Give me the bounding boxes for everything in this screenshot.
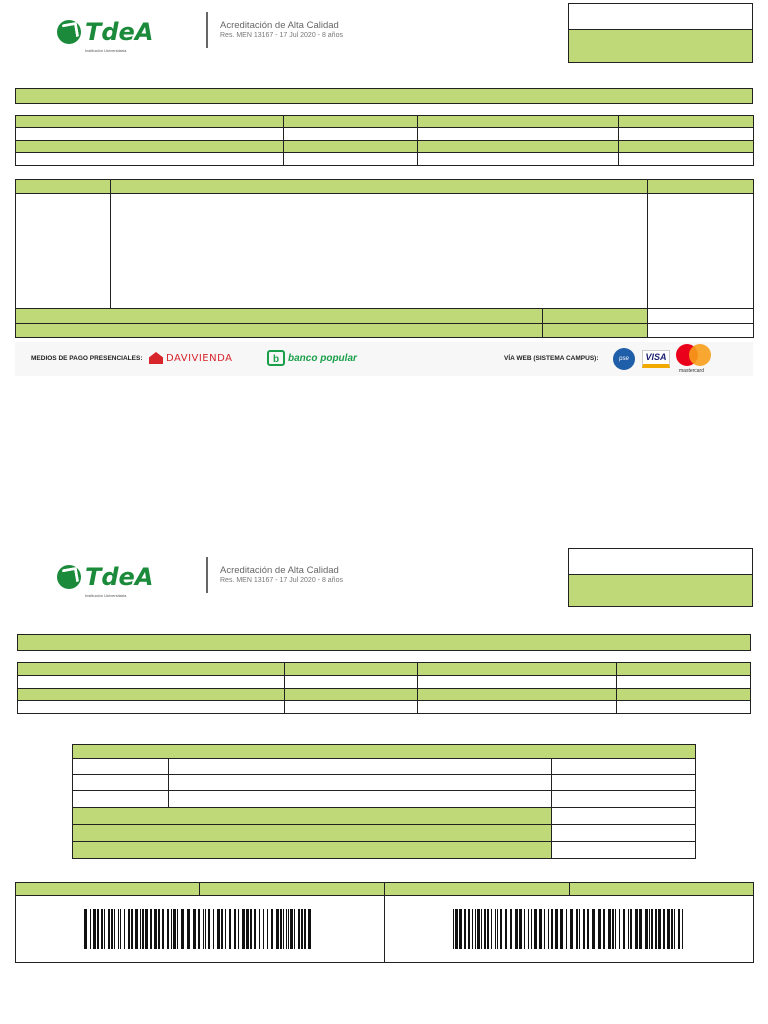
barcode-bar xyxy=(276,909,279,949)
barcode-bar xyxy=(177,909,178,949)
header-divider xyxy=(206,12,208,48)
barcode-bar xyxy=(250,909,252,949)
barcode-bar xyxy=(587,909,589,949)
davivienda-house-icon xyxy=(149,352,163,364)
barcode-bar xyxy=(674,909,675,949)
table-cell xyxy=(16,141,284,153)
barcode-bar xyxy=(135,909,138,949)
barcode-bar xyxy=(551,909,553,949)
table-cell xyxy=(284,116,418,128)
table-cell xyxy=(543,309,648,324)
table-cell xyxy=(418,701,617,714)
table-cell xyxy=(16,153,284,166)
table-cell xyxy=(418,689,617,701)
barcode-bar xyxy=(453,909,454,949)
table-row xyxy=(16,116,754,128)
barcode-bar xyxy=(649,909,650,949)
barcode-bar xyxy=(497,909,498,949)
table-row xyxy=(18,663,751,676)
table-row xyxy=(16,194,754,309)
barcode-bar xyxy=(548,909,549,949)
table-row xyxy=(16,180,754,194)
barcode-bar xyxy=(217,909,220,949)
table-cell xyxy=(16,116,284,128)
table-cell xyxy=(169,759,552,775)
barcode-bar xyxy=(234,909,236,949)
table-row xyxy=(16,128,754,141)
header-divider xyxy=(206,557,208,593)
barcode-bar xyxy=(173,909,176,949)
accreditation-subtitle: Res. MEN 13167 - 17 Jul 2020 - 8 años xyxy=(220,32,343,39)
barcode-bar xyxy=(108,909,110,949)
barcode-bar xyxy=(242,909,245,949)
barcode-bar xyxy=(294,909,295,949)
accreditation-title: Acreditación de Alta Calidad xyxy=(220,20,339,31)
barcode-bar xyxy=(468,909,470,949)
table-row xyxy=(73,775,696,791)
barcode-bar xyxy=(187,909,190,949)
table-cell xyxy=(648,309,754,324)
barcode-bar xyxy=(221,909,223,949)
barcode-bar xyxy=(500,909,502,949)
barcode-bar xyxy=(487,909,489,949)
table-row xyxy=(16,324,754,338)
table-row xyxy=(16,141,754,153)
davivienda-logo xyxy=(149,352,232,364)
barcode-bar xyxy=(477,909,480,949)
barcode-bar xyxy=(118,909,119,949)
barcode-bar xyxy=(645,909,648,949)
barcode-bar xyxy=(459,909,462,949)
barcode-bar xyxy=(267,909,268,949)
barcode-bar xyxy=(128,909,130,949)
barcode-bar xyxy=(213,909,214,949)
table-cell xyxy=(18,663,285,676)
barcode-bar xyxy=(651,909,653,949)
barcode-bar xyxy=(238,909,239,949)
table-row xyxy=(73,745,696,759)
table-cell xyxy=(16,309,543,324)
reference-value-box-bottom xyxy=(568,574,753,607)
table-cell xyxy=(16,194,111,309)
tdea-logo xyxy=(57,18,207,53)
logo-subtitle: Institución Universitaria xyxy=(85,593,127,598)
barcode-bar xyxy=(104,909,105,949)
barcode-bar xyxy=(495,909,496,949)
barcode-bar xyxy=(491,909,492,949)
tdea-logo-icon xyxy=(57,565,81,589)
table-cell xyxy=(619,141,754,153)
barcode-bar xyxy=(539,909,542,949)
barcode-table xyxy=(15,882,754,963)
barcode-bar xyxy=(254,909,256,949)
barcode-bar xyxy=(124,909,125,949)
web-payment-label: VÍA WEB (SISTEMA CAMPUS): xyxy=(504,355,599,362)
barcode-bar xyxy=(131,909,133,949)
logo-subtitle: Institución Universitaria xyxy=(85,48,127,53)
logo-text: TdeA xyxy=(85,563,154,591)
table-cell xyxy=(169,791,552,808)
barcode-bar xyxy=(531,909,532,949)
table-row xyxy=(73,842,696,859)
davivienda-text: DAVIVIENDA xyxy=(166,352,233,364)
barcode-bar xyxy=(481,909,482,949)
accreditation-title: Acreditación de Alta Calidad xyxy=(220,565,339,576)
payment-methods-strip xyxy=(15,342,753,376)
barcode-bar xyxy=(505,909,507,949)
table-row xyxy=(16,883,754,896)
barcode-bar xyxy=(583,909,585,949)
table-row xyxy=(16,153,754,166)
barcode-bar xyxy=(97,909,99,949)
barcode-bar xyxy=(655,909,657,949)
table-cell xyxy=(543,324,648,338)
table-cell xyxy=(73,808,552,825)
barcode-bar xyxy=(615,909,616,949)
barcode-bar xyxy=(171,909,172,949)
barcode-cell-right xyxy=(385,896,754,963)
barcode-bar xyxy=(208,909,210,949)
accreditation-subtitle: Res. MEN 13167 - 17 Jul 2020 - 8 años xyxy=(220,577,343,584)
barcode-bar xyxy=(301,909,303,949)
barcode-bar xyxy=(639,909,642,949)
barcode-bar xyxy=(140,909,141,949)
table-cell xyxy=(617,676,751,689)
mastercard-text: mastercard xyxy=(679,368,705,374)
barcode-icon xyxy=(453,909,683,949)
table-cell xyxy=(648,324,754,338)
barcode-icon xyxy=(84,909,314,949)
barcode-bar xyxy=(263,909,264,949)
table-cell xyxy=(418,663,617,676)
table-cell xyxy=(73,825,552,842)
barcode-bar xyxy=(555,909,558,949)
barcode-bar xyxy=(658,909,661,949)
items-table-top xyxy=(15,179,754,338)
barcode-bar xyxy=(205,909,206,949)
reference-box-bottom xyxy=(568,548,753,575)
banco-popular-text: banco popular xyxy=(288,352,357,364)
table-cell xyxy=(200,883,385,896)
barcode-bar xyxy=(519,909,522,949)
tdea-logo-icon xyxy=(57,20,81,44)
table-cell xyxy=(552,759,696,775)
barcode-bar xyxy=(181,909,184,949)
table-cell xyxy=(18,689,285,701)
barcode-bar xyxy=(671,909,673,949)
table-cell xyxy=(648,194,754,309)
barcode-bar xyxy=(678,909,680,949)
table-cell xyxy=(73,745,696,759)
mastercard-orange-circle xyxy=(689,344,711,366)
barcode-bar xyxy=(101,909,103,949)
barcode-bar xyxy=(259,909,260,949)
barcode-bar xyxy=(630,909,632,949)
barcode-bar xyxy=(304,909,306,949)
barcode-bar xyxy=(93,909,96,949)
barcode-bar xyxy=(90,909,91,949)
logo-text: TdeA xyxy=(85,18,154,46)
barcode-bar xyxy=(528,909,529,949)
table-cell xyxy=(552,825,696,842)
barcode-bar xyxy=(283,909,284,949)
table-cell xyxy=(619,128,754,141)
barcode-bar xyxy=(576,909,578,949)
barcode-bar xyxy=(579,909,580,949)
barcode-bar xyxy=(510,909,512,949)
table-cell xyxy=(18,701,285,714)
table-cell xyxy=(284,153,418,166)
barcode-bar xyxy=(167,909,169,949)
mastercard-icon xyxy=(676,344,712,376)
table-row xyxy=(73,825,696,842)
visa-icon: VISA xyxy=(642,350,670,368)
table-row xyxy=(16,309,754,324)
barcode-bar xyxy=(193,909,196,949)
table-cell xyxy=(16,883,200,896)
table-row xyxy=(18,701,751,714)
barcode-bar xyxy=(203,909,204,949)
table-cell xyxy=(169,775,552,791)
presential-payment-label: MEDIOS DE PAGO PRESENCIALES: xyxy=(31,355,143,362)
table-row xyxy=(18,689,751,701)
table-cell xyxy=(18,676,285,689)
barcode-bar xyxy=(298,909,300,949)
table-cell xyxy=(552,842,696,859)
table-cell xyxy=(619,116,754,128)
table-cell xyxy=(285,689,418,701)
table-cell xyxy=(617,663,751,676)
barcode-bar xyxy=(663,909,665,949)
table-cell xyxy=(418,141,619,153)
table-cell xyxy=(418,128,619,141)
barcode-bar xyxy=(145,909,148,949)
table-cell xyxy=(111,194,648,309)
table-cell xyxy=(73,775,169,791)
barcode-bar xyxy=(619,909,620,949)
barcode-bar xyxy=(484,909,486,949)
barcode-bar xyxy=(198,909,200,949)
barcode-bar xyxy=(475,909,476,949)
barcode-bar xyxy=(524,909,525,949)
barcode-bar xyxy=(455,909,458,949)
barcode-bar xyxy=(308,909,311,949)
barcode-bar xyxy=(682,909,683,949)
barcode-bar xyxy=(667,909,670,949)
table-cell xyxy=(16,324,543,338)
table-cell xyxy=(617,689,751,701)
table-row xyxy=(73,808,696,825)
barcode-bar xyxy=(111,909,113,949)
barcode-bar xyxy=(286,909,287,949)
barcode-bar xyxy=(271,909,273,949)
table-cell xyxy=(285,663,418,676)
table-cell xyxy=(16,180,111,194)
barcode-bar xyxy=(114,909,115,949)
table-cell xyxy=(285,676,418,689)
table-cell xyxy=(570,883,754,896)
table-cell xyxy=(111,180,648,194)
table-cell xyxy=(73,759,169,775)
barcode-bar xyxy=(612,909,614,949)
table-cell xyxy=(617,701,751,714)
table-row xyxy=(18,676,751,689)
barcode-bar xyxy=(635,909,638,949)
reference-value-box-top xyxy=(568,29,753,63)
table-cell xyxy=(552,808,696,825)
title-bar-top xyxy=(15,88,753,104)
barcode-bar xyxy=(472,909,473,949)
table-cell xyxy=(284,128,418,141)
table-cell xyxy=(284,141,418,153)
barcode-bar xyxy=(464,909,466,949)
barcode-bar xyxy=(544,909,545,949)
table-cell xyxy=(385,883,570,896)
table-cell xyxy=(418,676,617,689)
barcode-bar xyxy=(162,909,164,949)
table-cell xyxy=(418,153,619,166)
barcode-cell-left xyxy=(16,896,385,963)
barcode-bar xyxy=(608,909,611,949)
barcode-bar xyxy=(150,909,152,949)
barcode-bar xyxy=(154,909,157,949)
barcode-bar xyxy=(560,909,563,949)
table-cell xyxy=(552,791,696,808)
table-cell xyxy=(552,775,696,791)
summary-table-bottom xyxy=(72,744,696,859)
pse-icon: pse xyxy=(613,348,635,370)
barcode-bar xyxy=(229,909,231,949)
table-cell xyxy=(418,116,619,128)
table-cell xyxy=(73,791,169,808)
table-cell xyxy=(73,842,552,859)
table-row xyxy=(73,791,696,808)
barcode-bar xyxy=(534,909,537,949)
barcode-bar xyxy=(515,909,518,949)
barcode-bar xyxy=(603,909,605,949)
banco-popular-logo xyxy=(267,350,357,366)
title-bar-bottom xyxy=(17,634,751,651)
table-cell xyxy=(648,180,754,194)
barcode-bar xyxy=(280,909,282,949)
barcode-bar xyxy=(84,909,87,949)
table-row xyxy=(16,896,754,963)
reference-box-top xyxy=(568,3,753,30)
table-row xyxy=(73,759,696,775)
info-table-top xyxy=(15,115,754,166)
barcode-bar xyxy=(598,909,601,949)
table-cell xyxy=(16,128,284,141)
banco-popular-icon: b xyxy=(267,350,285,366)
barcode-bar xyxy=(246,909,249,949)
table-cell xyxy=(619,153,754,166)
barcode-bar xyxy=(566,909,567,949)
barcode-bar xyxy=(290,909,293,949)
barcode-bar xyxy=(592,909,595,949)
barcode-bar xyxy=(142,909,144,949)
barcode-bar xyxy=(225,909,226,949)
barcode-bar xyxy=(628,909,629,949)
barcode-bar xyxy=(570,909,573,949)
barcode-bar xyxy=(120,909,121,949)
table-cell xyxy=(285,701,418,714)
barcode-bar xyxy=(623,909,625,949)
tdea-logo xyxy=(57,563,207,598)
barcode-bar xyxy=(158,909,160,949)
barcode-bar xyxy=(288,909,289,949)
info-table-bottom xyxy=(17,662,751,714)
